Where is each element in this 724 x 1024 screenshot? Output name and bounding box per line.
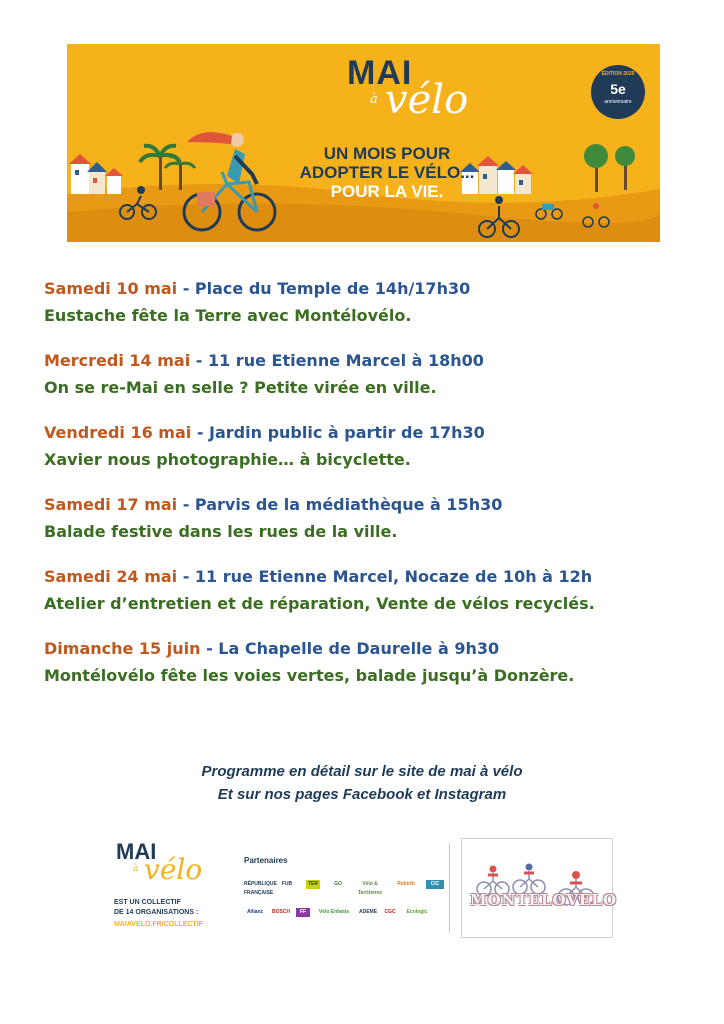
event-list — [44, 276, 704, 708]
palm-tree-icon — [140, 146, 195, 190]
event-location: - 11 rue Etienne Marcel, Nocaze de 10h à 12h — [177, 567, 593, 586]
event-location: - Place du Temple de 14h/17h30 — [177, 279, 471, 298]
footer-logo-velo: vélo — [144, 853, 203, 886]
collective-line-1: EST UN COLLECTIF — [114, 899, 181, 906]
event-item — [44, 348, 704, 402]
footer-logo-a: à — [133, 864, 139, 874]
partner-logo: ADEME — [358, 909, 378, 915]
tree-icon — [584, 144, 635, 192]
partner-logo: CIC — [426, 880, 444, 889]
partner-logo: CGC — [384, 909, 396, 915]
partner-logo: Rebirth — [397, 881, 415, 887]
tagline-line-3: POUR LA VIE. — [330, 182, 444, 201]
partner-logo: Allianz — [246, 909, 264, 915]
event-item — [44, 492, 704, 546]
event-location: - La Chapelle de Daurelle à 9h30 — [200, 639, 500, 658]
event-description: Xavier nous photographie… à bicyclette. — [44, 450, 411, 469]
footer-divider — [449, 843, 450, 933]
partners-block — [236, 840, 456, 935]
partner-logo: RÉPUBLIQUE FRANÇAISE — [244, 881, 277, 896]
event-item — [44, 564, 704, 618]
badge-edition: ÉDITION 2025 — [601, 71, 635, 77]
anniversary-badge — [591, 65, 645, 119]
event-date: Samedi 17 mai — [44, 495, 178, 514]
brand-a: à — [370, 92, 378, 107]
partner-logo: Vélo Enfants — [318, 909, 350, 915]
programme-note — [0, 760, 724, 806]
event-item — [44, 420, 704, 474]
event-date: Vendredi 16 mai — [44, 423, 192, 442]
collective-line-2: DE 14 ORGANISATIONS : — [114, 909, 199, 916]
tagline-line-1: UN MOIS POUR — [323, 144, 451, 163]
tagline-line-2: ADOPTER LE VÉLO... — [299, 163, 475, 182]
event-date: Samedi 10 mai — [44, 279, 178, 298]
partner-logo: FF — [296, 908, 310, 917]
event-date: Dimanche 15 juin — [44, 639, 201, 658]
event-date: Samedi 24 mai — [44, 567, 178, 586]
event-description: Balade festive dans les rues de la ville. — [44, 522, 398, 541]
montelovelo-logo — [461, 838, 618, 938]
programme-line-1: Programme en détail sur le site de mai à vélo — [201, 763, 523, 780]
badge-number: 5e — [610, 81, 626, 97]
montelovelo-text: MONTELOVELO — [470, 891, 618, 909]
event-item — [44, 276, 704, 330]
partners-title: Partenaires — [244, 856, 288, 865]
mai-a-velo-footer-logo — [110, 833, 230, 943]
brand-velo: vélo — [385, 77, 469, 123]
event-item — [44, 636, 704, 690]
event-location: - 11 rue Etienne Marcel à 18h00 — [190, 351, 484, 370]
banner-tagline — [287, 144, 487, 201]
event-date: Mercredi 14 mai — [44, 351, 191, 370]
partner-logo: Ecologic — [406, 909, 428, 915]
partner-logo: TER — [308, 881, 318, 887]
cyclists-drawing-icon — [462, 839, 618, 937]
left-houses-icon — [69, 154, 123, 194]
brand-mai: MAI — [347, 54, 413, 92]
partner-logo: FUB — [281, 881, 293, 887]
partner-logo: BOSCH — [271, 909, 291, 915]
event-description: On se re-Mai en selle ? Petite virée en ville. — [44, 378, 437, 397]
event-location: - Jardin public à partir de 17h30 — [191, 423, 485, 442]
collective-url: MAIAVELO.FR/COLLECTIF — [114, 921, 203, 928]
partner-logo: GO — [334, 881, 342, 887]
badge-label: anniversaire — [604, 99, 632, 105]
event-description: Montélovélo fête les voies vertes, balade jusqu’à Donzère. — [44, 666, 575, 685]
footer-logo-mai: MAI — [116, 839, 157, 864]
programme-line-2: Et sur nos pages Facebook et Instagram — [217, 786, 507, 803]
partner-logo: Vélo & Territoires — [357, 881, 383, 896]
banner — [67, 44, 660, 242]
event-description: Eustache fête la Terre avec Montélovélo. — [44, 306, 412, 325]
event-location: - Parvis de la médiathèque à 15h30 — [177, 495, 503, 514]
event-description: Atelier d’entretien et de réparation, Vente de vélos recyclés. — [44, 594, 595, 613]
